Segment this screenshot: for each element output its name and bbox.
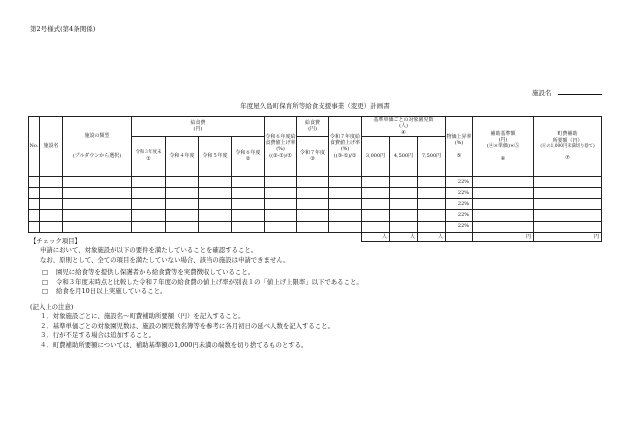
price-rate-cell: 22% xyxy=(446,199,473,210)
note-item: ４．町費補助所要額については、補助基準額の1,000円未満の端数を切り捨てるものとする。 xyxy=(40,340,308,349)
checkbox[interactable]: □ xyxy=(42,287,49,296)
header-subsidy-base xyxy=(473,117,534,177)
total-children-4500: 人 xyxy=(390,232,418,242)
header-children-unit: (人) xyxy=(399,123,408,130)
note-item: ３．行が不足する場合は追加すること。 xyxy=(40,331,156,340)
notes-section xyxy=(30,303,610,350)
price-rate-cell: 22% xyxy=(446,221,473,232)
document-title: 年度屋久島町保育所等給食支援事業（変更）計画書 xyxy=(240,102,390,110)
header-facility-type-label: 施設の類型 xyxy=(84,133,110,140)
header-rate-r7-unit: (%) xyxy=(340,146,350,153)
header-r7 xyxy=(297,136,329,176)
header-rate-r7-formula: ((③-①)/① xyxy=(333,152,357,159)
header-facility-type-note: (プルダウンから選択) xyxy=(72,153,122,160)
header-price-3000: 3,000円 xyxy=(362,136,390,176)
header-rate-r7 xyxy=(329,117,362,177)
header-r6 xyxy=(232,136,265,176)
table-row xyxy=(29,199,602,210)
header-meal-cost-label: 給食費 xyxy=(190,120,206,127)
header-facility-type xyxy=(63,117,132,177)
total-children-3000: 人 xyxy=(362,232,390,242)
header-town-subsidy xyxy=(534,117,602,177)
check-item-text: 園児に給食等を提供し保護者から給食費等を実費徴収していること。 xyxy=(56,268,255,277)
price-rate-cell: 22% xyxy=(446,176,473,187)
note-item: ２．基準単価ごとの対象園児数は、施設の園児数名簿等を参考に各月初日の延べ人数を記入すること。 xyxy=(40,321,334,330)
form-number: 第2号様式(第4条関係) xyxy=(30,25,96,33)
header-r3-label: 令和３年度末 xyxy=(135,150,162,156)
header-subsidy-base-unit: (円) xyxy=(498,137,508,144)
header-r7-num: ③ xyxy=(310,156,315,163)
header-rate-r7-label: 令和７年度給食費値上げ率 xyxy=(330,133,361,147)
facility-name-label: 施設名 xyxy=(532,89,552,97)
total-town-subsidy: 円 xyxy=(534,232,602,242)
table-row xyxy=(29,221,602,232)
header-r6-label: 令和６年度 xyxy=(235,150,261,156)
checkbox[interactable]: □ xyxy=(42,268,49,277)
header-meal-cost-unit: (円) xyxy=(193,126,203,133)
header-price-4500: 4,500円 xyxy=(390,136,418,176)
table-row xyxy=(29,187,602,198)
facility-name-input-line[interactable] xyxy=(558,94,602,95)
header-children-label: 基準単価ごとの対象園児数 xyxy=(373,117,434,123)
header-facility-name: 施設名 xyxy=(40,117,63,177)
header-subsidy-base-label: 補助基準額 xyxy=(490,130,516,137)
header-r4: 令和４年度 xyxy=(166,136,199,176)
check-intro-2: なお、原則として、全ての項目を満たしていない場合、該当の施設は申請できません。 xyxy=(40,255,290,264)
header-subsidy-base-formula: (④×単価)×⑤ xyxy=(486,143,520,150)
header-rate-r6 xyxy=(265,117,297,177)
price-rate-cell: 22% xyxy=(446,187,473,198)
table-row xyxy=(29,176,602,187)
header-rate-r6-formula: ((②-①)/① xyxy=(269,152,292,159)
notes-heading: (記入上の注意) xyxy=(30,303,74,311)
total-children-7500: 人 xyxy=(418,232,446,242)
header-price-rate xyxy=(446,117,473,177)
header-meal-cost-r7-label: 給食費 xyxy=(305,120,321,127)
check-item xyxy=(30,287,610,296)
header-rate-r6-unit: (%) xyxy=(276,146,285,153)
total-subsidy-base: 円 xyxy=(473,232,534,242)
header-meal-cost-r7-unit: (円) xyxy=(308,126,317,133)
header-rate-r6-label: 令和６年度給食費値上げ率 xyxy=(265,133,296,147)
header-children xyxy=(362,117,446,137)
header-r3 xyxy=(132,136,166,176)
header-r3-num: ① xyxy=(146,155,151,162)
check-item xyxy=(30,268,610,277)
header-town-subsidy-label: 町費補助 xyxy=(557,131,578,138)
header-meal-cost xyxy=(132,117,265,137)
header-children-num: ④ xyxy=(401,129,406,136)
header-town-subsidy-sub: 所要額（円） xyxy=(552,137,583,144)
check-heading: 【チェック項目】 xyxy=(30,237,81,245)
header-town-subsidy-num: ⑦ xyxy=(565,155,570,162)
header-no: No. xyxy=(29,117,40,177)
header-price-rate-num: ⑤ xyxy=(456,152,462,159)
header-price-rate-label: 物価上昇率 xyxy=(446,134,472,140)
header-subsidy-base-num: ⑥ xyxy=(500,155,506,162)
check-item xyxy=(30,278,610,287)
check-items-section xyxy=(30,237,610,296)
header-price-rate-unit: (%) xyxy=(454,140,464,147)
header-r5: 令和５年度 xyxy=(199,136,232,176)
header-town-subsidy-note: (⑥の1,000円未満切り捨て) xyxy=(540,143,595,149)
check-item-text: 令和３年度末時点と比較した令和７年度の給食費の値上げ率が別表１の「値上げ上限率」以下であること。 xyxy=(56,277,363,286)
header-price-7500: 7,500円 xyxy=(418,136,446,176)
plan-table xyxy=(28,116,602,242)
price-rate-cell: 22% xyxy=(446,210,473,221)
header-meal-cost-r7 xyxy=(297,117,329,137)
header-r6-num: ② xyxy=(245,156,251,163)
header-r7-label: 令和７年度 xyxy=(300,150,326,156)
table-row xyxy=(29,210,602,221)
check-item-text: 給食を月10日以上実施していること。 xyxy=(56,287,167,296)
check-intro-1: 申請において、対象施設が以下の要件を満たしていることを確認すること。 xyxy=(40,246,258,255)
note-item: １．対象施設ごとに、施設名～町費補助所要額（円）を記入すること。 xyxy=(40,312,245,321)
checkbox[interactable]: □ xyxy=(42,277,49,286)
